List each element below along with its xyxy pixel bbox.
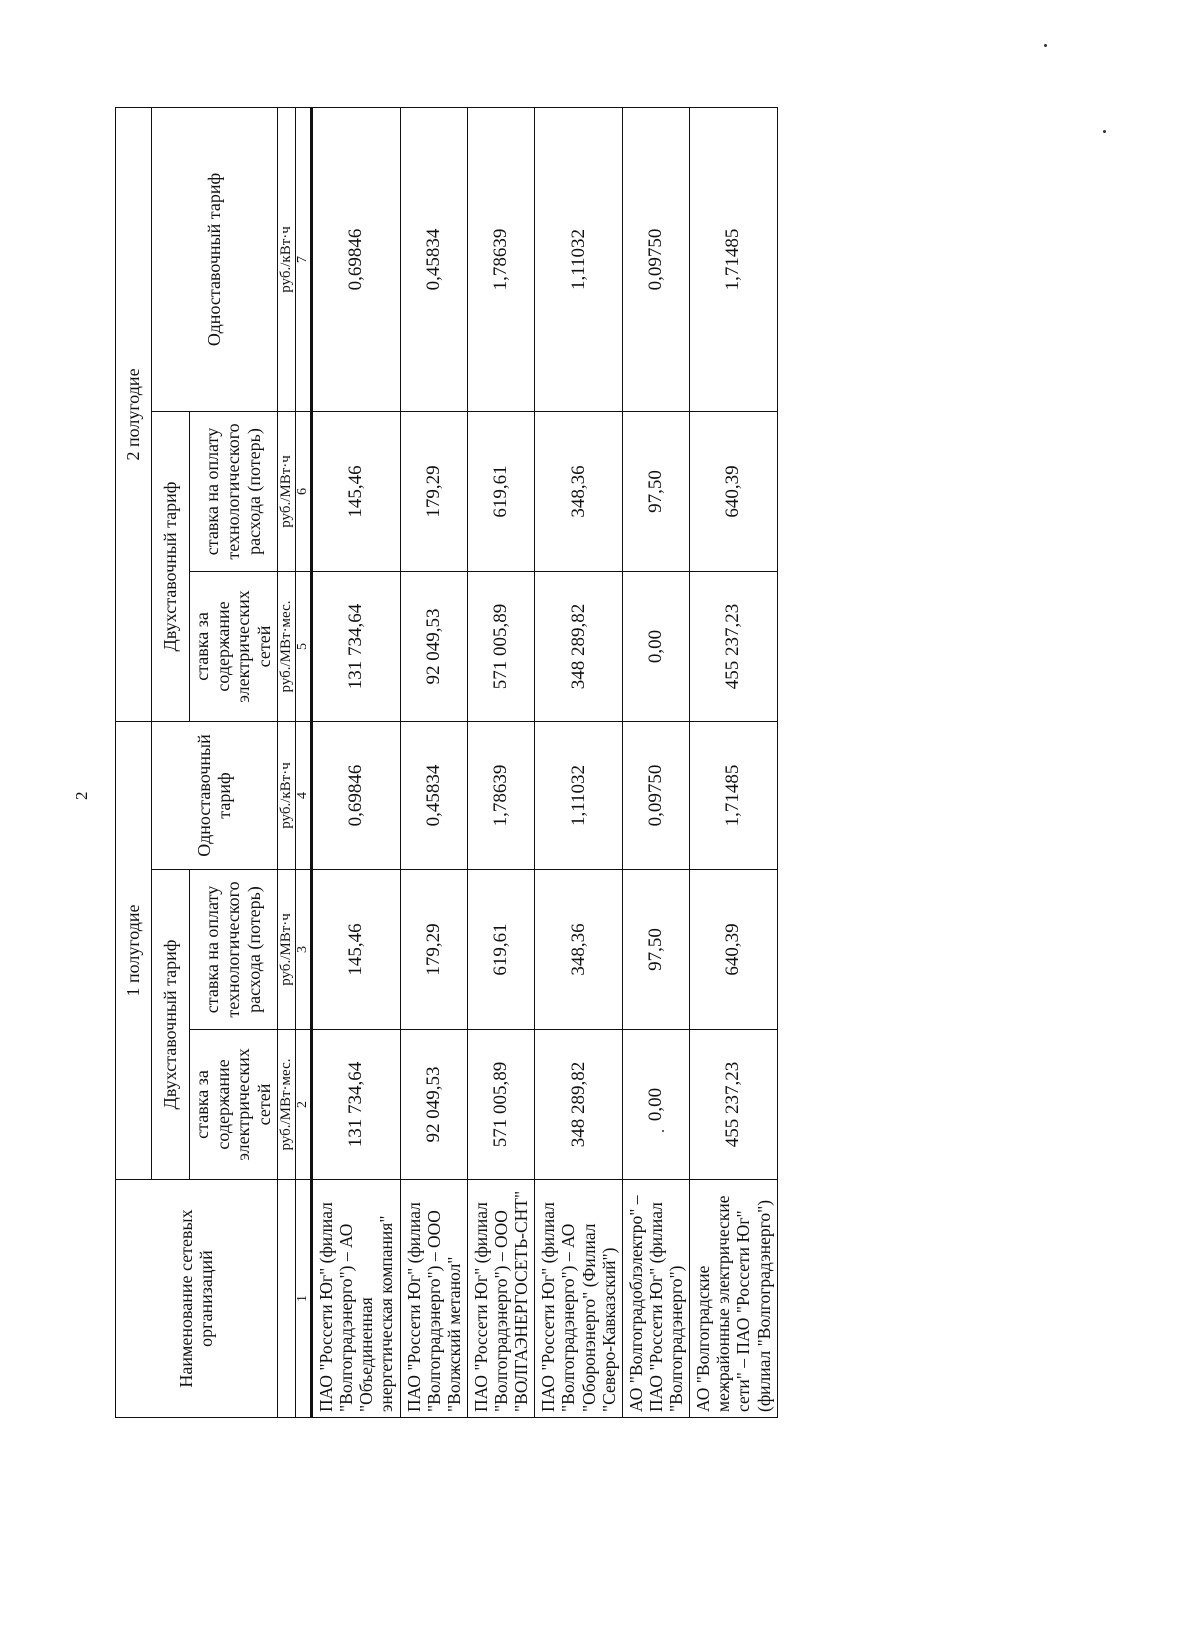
table-row <box>467 107 534 1417</box>
org-name: АО "Волгоградские межрайонные электрические сети" – ПАО "Россети Юг" (филиал "Волгоградэнерго") <box>690 1180 778 1418</box>
loss-rate-h2: 348,36 <box>535 411 623 571</box>
single-rate-h1: 1,78639 <box>467 721 534 869</box>
single-rate-h2: 0,45834 <box>400 107 467 411</box>
single-rate-h2: 1,78639 <box>467 107 534 411</box>
loss-rate-h2: 97,50 <box>622 411 689 571</box>
maintenance-rate-h1: 131 734,64 <box>312 1030 401 1180</box>
single-rate-h2: 0,69846 <box>312 107 401 411</box>
table-row <box>690 107 778 1417</box>
rotated-tariff-table <box>115 108 774 1418</box>
header-loss-rate-1: ставка на оплату технологического расхода (потерь) <box>190 870 278 1030</box>
loss-rate-h1: 145,46 <box>312 870 401 1030</box>
scan-speck <box>1103 130 1106 133</box>
col-number-2: 2 <box>296 1030 312 1180</box>
table-row <box>400 107 467 1417</box>
loss-rate-h1: 640,39 <box>690 870 778 1030</box>
col-number-1: 1 <box>296 1180 312 1418</box>
maintenance-rate-h2: 0,00 <box>622 571 689 721</box>
header-two-part-1: Двухставочный тариф <box>152 870 190 1180</box>
col-number-5: 5 <box>296 571 312 721</box>
header-maintenance-rate-1: ставка за содержание электрических сетей <box>190 1030 278 1180</box>
table-row <box>312 107 401 1417</box>
loss-rate-h2: 640,39 <box>690 411 778 571</box>
header-half-1: 1 полугодие <box>116 721 152 1179</box>
col-number-7: 7 <box>296 107 312 411</box>
loss-rate-h1: 97,50 <box>622 870 689 1030</box>
header-single-rate-1: Одноставочный тариф <box>152 721 278 869</box>
maintenance-rate-h1: 92 049,53 <box>400 1030 467 1180</box>
maintenance-rate-h2: 92 049,53 <box>400 571 467 721</box>
maintenance-rate-h1: 0,00 <box>622 1030 689 1180</box>
header-org-name: Наименование сетевых организаций <box>116 1180 278 1418</box>
single-rate-h2: 1,71485 <box>690 107 778 411</box>
single-rate-h2: 0,09750 <box>622 107 689 411</box>
tariff-table <box>115 107 778 1418</box>
col-number-3: 3 <box>296 870 312 1030</box>
unit-single-1: руб./кВт·ч <box>277 721 295 869</box>
header-two-part-2: Двухставочный тариф <box>152 411 190 721</box>
single-rate-h1: 1,71485 <box>690 721 778 869</box>
single-rate-h2: 1,11032 <box>535 107 623 411</box>
scan-speck <box>1044 44 1047 47</box>
single-rate-h1: 0,09750 <box>622 721 689 869</box>
org-name: ПАО "Россети Юг" (филиал "Волгоградэнерго") – АО "Оборонэнерго" (Филиал "Северо-Кавказский") <box>535 1180 623 1418</box>
maintenance-rate-h1: 348 289,82 <box>535 1030 623 1180</box>
unit-loss-1: руб./МВт·ч <box>277 870 295 1030</box>
unit-loss-2: руб./МВт·ч <box>277 411 295 571</box>
maintenance-rate-h2: 348 289,82 <box>535 571 623 721</box>
table-row <box>535 107 623 1417</box>
org-name: ПАО "Россети Юг" (филиал "Волгоградэнерго") – АО "Объединенная энергетическая компания" <box>312 1180 401 1418</box>
header-loss-rate-2: ставка на оплату технологического расхода (потерь) <box>190 411 278 571</box>
col-number-4: 4 <box>296 721 312 869</box>
maintenance-rate-h2: 455 237,23 <box>690 571 778 721</box>
loss-rate-h1: 348,36 <box>535 870 623 1030</box>
loss-rate-h1: 179,29 <box>400 870 467 1030</box>
header-maintenance-rate-2: ставка за содержание электрических сетей <box>190 571 278 721</box>
unit-cell-org <box>277 1180 295 1418</box>
single-rate-h1: 0,69846 <box>312 721 401 869</box>
col-number-6: 6 <box>296 411 312 571</box>
maintenance-rate-h2: 571 005,89 <box>467 571 534 721</box>
loss-rate-h2: 145,46 <box>312 411 401 571</box>
loss-rate-h1: 619,61 <box>467 870 534 1030</box>
org-name: АО "Волгоградоблэлектро" – ПАО "Россети Юг" (филиал "Волгоградэнерго") <box>622 1180 689 1418</box>
loss-rate-h2: 619,61 <box>467 411 534 571</box>
org-name: ПАО "Россети Юг" (филиал "Волгоградэнерго") – ООО "Волжский метанол" <box>400 1180 467 1418</box>
unit-maint-2: руб./МВт·мес. <box>277 571 295 721</box>
single-rate-h1: 1,11032 <box>535 721 623 869</box>
loss-rate-h2: 179,29 <box>400 411 467 571</box>
maintenance-rate-h1: 571 005,89 <box>467 1030 534 1180</box>
maintenance-rate-h2: 131 734,64 <box>312 571 401 721</box>
unit-maint-1: руб./МВт·мес. <box>277 1030 295 1180</box>
maintenance-rate-h1: 455 237,23 <box>690 1030 778 1180</box>
page-number: 2 <box>72 791 91 800</box>
header-half-2: 2 полугодие <box>116 107 152 721</box>
org-name: ПАО "Россети Юг" (филиал "Волгоградэнерго") – ООО "ВОЛГАЭНЕРГОСЕТЬ-СНТ" <box>467 1180 534 1418</box>
single-rate-h1: 0,45834 <box>400 721 467 869</box>
table-row <box>622 107 689 1417</box>
unit-single-2: руб./кВт·ч <box>277 107 295 411</box>
header-single-rate-2: Одноставочный тариф <box>152 107 278 411</box>
